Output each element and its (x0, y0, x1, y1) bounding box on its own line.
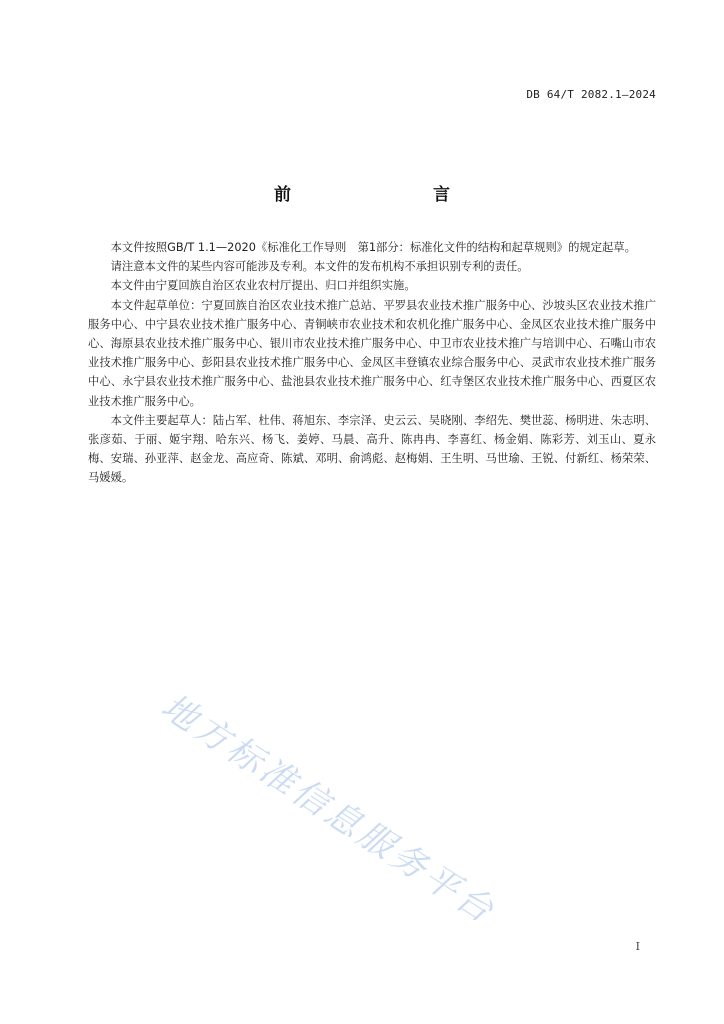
page-number: I (635, 940, 640, 953)
paragraph-proposer: 本文件由宁夏回族自治区农业农村厅提出、归口并组织实施。 (110, 279, 416, 293)
watermark-text: 地方标准信息服务平台 (153, 686, 503, 933)
page-title: 前 言 (274, 185, 486, 205)
standard-code: DB 64/T 2082.1—2024 (526, 88, 656, 101)
paragraph-drafters: 本文件主要起草人：陆占军、杜伟、蒋旭东、李宗泽、史云云、吴晓刚、李绍先、樊世蕊、杨明进、朱志明、张彦茹、于丽、姬宇翔、哈东兴、杨飞、姜婷、马晨、高升、陈冉冉、李喜红、杨金娟、陈彩芳、刘玉山、夏永梅、安瑞、孙亚萍、赵金龙、高应奇、陈斌、邓明、俞鸿彪、赵梅娟、王生明、马世瑜、王锐、付新红、杨荣荣、马媛媛。 (88, 413, 656, 485)
paragraph-patent-notice: 请注意本文件的某些内容可能涉及专利。本文件的发布机构不承担识别专利的责任。 (110, 260, 529, 274)
paragraph-drafting-rules: 本文件按照GB/T 1.1—2020《标准化工作导则 第1部分：标准化文件的结构和起草规则》的规定起草。 (110, 241, 636, 254)
foreword-body (88, 238, 656, 488)
paragraph-drafting-units: 本文件起草单位：宁夏回族自治区农业技术推广总站、平罗县农业技术推广服务中心、沙坡头区农业技术推广服务中心、中宁县农业技术推广服务中心、青铜峡市农业技术和农机化推广服务中心、金凤区农业技术推广服务中心、海原县农业技术推广服务中心、银川市农业技术推广服务中心、中卫市农业技术推广与培训中心、石嘴山市农业技术推广服务中心、彭阳县农业技术推广服务中心、金凤区丰登镇农业综合服务中心、灵武市农业技术推广服务中心、永宁县农业技术推广服务中心、盐池县农业技术推广服务中心、红寺堡区农业技术推广服务中心、西夏区农业技术推广服务中心。 (88, 298, 656, 408)
